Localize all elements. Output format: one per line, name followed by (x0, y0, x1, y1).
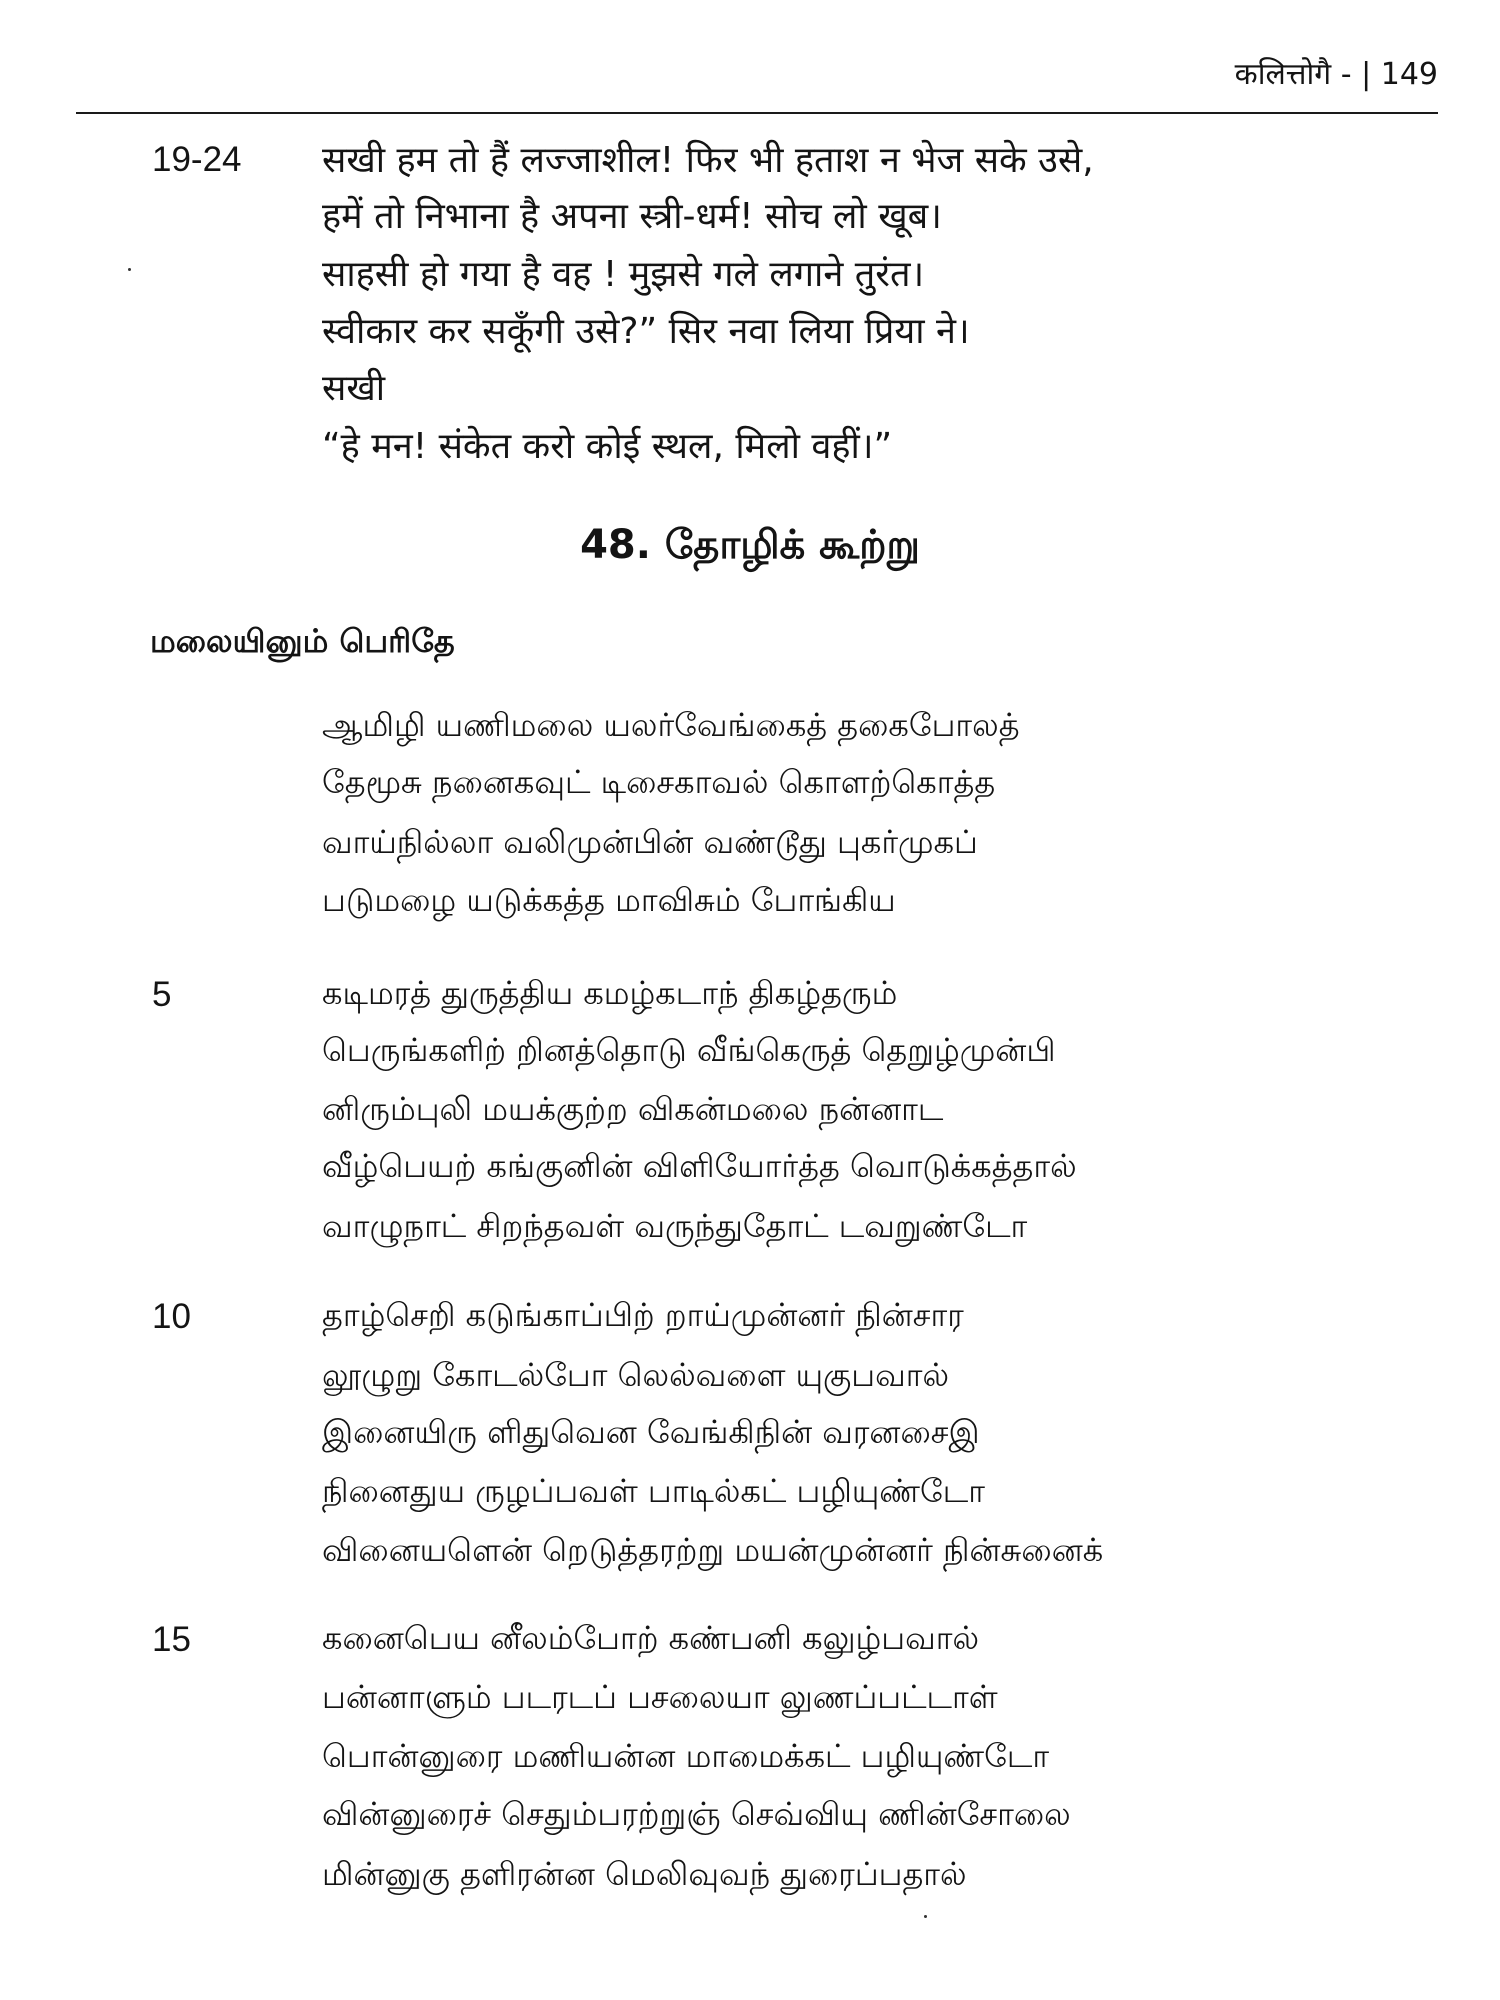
verse-line-number: 10 (152, 1297, 191, 1336)
verse-line-number: 5 (152, 975, 172, 1014)
tamil-verse-line: படுமழை யடுக்கத்த மாவிசும் போங்கிய (322, 881, 896, 919)
tamil-verse-line: ஆமிழி யணிமலை யலர்வேங்கைத் தகைபோலத் (322, 706, 1020, 744)
tamil-verse-line: லூழுறு கோடல்போ லெல்வளை யுகுபவால் (322, 1356, 950, 1394)
hindi-speaker: सखी (322, 368, 386, 409)
tamil-verse-line: கடிமரத் துருத்திய கமழ்கடாந் திகழ்தரும் (322, 974, 898, 1012)
poem-heading: 48. தோழிக் கூற்று (580, 522, 920, 568)
tamil-verse-line: வாய்நில்லா வலிமுன்பின் வண்டூது புகர்முகப் (322, 823, 978, 861)
hindi-line: स्वीकार कर सकूँगी उसे?” सिर नवा लिया प्रिया ने। (322, 311, 970, 352)
tamil-verse-line: வின்னுரைச் செதும்பரற்றுஞ் செவ்வியு ணின்சோலை (322, 1795, 1071, 1833)
verse-line-number: 15 (152, 1620, 191, 1659)
tamil-verse-line: னிரும்புலி மயக்குற்ற விகன்மலை நன்னாட (322, 1090, 944, 1128)
hindi-line-number: 19-24 (152, 140, 242, 179)
tamil-verse-line: பன்னாளும் படரடப் பசலையா லுணப்பட்டாள் (322, 1678, 998, 1716)
scan-speck (128, 268, 131, 271)
tamil-verse-line: பொன்னுரை மணியன்ன மாமைக்கட் பழியுண்டோ (322, 1737, 1050, 1775)
tamil-verse-line: வாழுநாட் சிறந்தவள் வருந்துதோட் டவறுண்டோ (322, 1207, 1028, 1245)
tamil-verse-line: கனைபெய னீலம்போற் கண்பனி கலுழ்பவால் (322, 1619, 980, 1657)
tamil-verse-line: பெருங்களிற் றினத்தொடு வீங்கெருத் தெறுழ்முன்பி (322, 1031, 1056, 1069)
tamil-verse-line: மின்னுகு தளிரன்ன மெலிவுவந் துரைப்பதால் (322, 1855, 967, 1893)
tamil-verse-line: நினைதுய ருழப்பவள் பாடில்கட் பழியுண்டோ (322, 1472, 985, 1510)
tamil-verse-line: தாழ்செறி கடுங்காப்பிற் றாய்முன்னர் நின்சார (322, 1296, 964, 1334)
tamil-verse-line: வீழ்பெயற் கங்குனின் விளியோர்த்த வொடுக்கத்தால் (322, 1147, 1077, 1185)
running-header: कलित्तोगै - | 149 (1234, 57, 1438, 92)
tamil-verse-line: தேமூசு நனைகவுட் டிசைகாவல் கொளற்கொத்த (322, 763, 996, 801)
tamil-verse-line: வினையளென் றெடுத்தரற்று மயன்முன்னர் நின்சுனைக் (322, 1531, 1104, 1569)
hindi-line: साहसी हो गया है वह ! मुझसे गले लगाने तुरंत। (322, 254, 925, 295)
poem-subheading: மலையினும் பெரிதே (150, 622, 455, 660)
tamil-verse-line: இனையிரு ளிதுவென வேங்கிநின் வரனசைஇ (322, 1413, 980, 1451)
scan-speck (924, 1915, 927, 1918)
hindi-line: सखी हम तो हैं लज्जाशील! फिर भी हताश न भेज सके उसे, (322, 140, 1094, 181)
hindi-line: “हे मन! संकेत करो कोई स्थल, मिलो वहीं।” (322, 426, 893, 467)
hindi-line: हमें तो निभाना है अपना स्त्री-धर्म! सोच लो खूब। (322, 196, 942, 237)
header-rule (76, 112, 1438, 114)
